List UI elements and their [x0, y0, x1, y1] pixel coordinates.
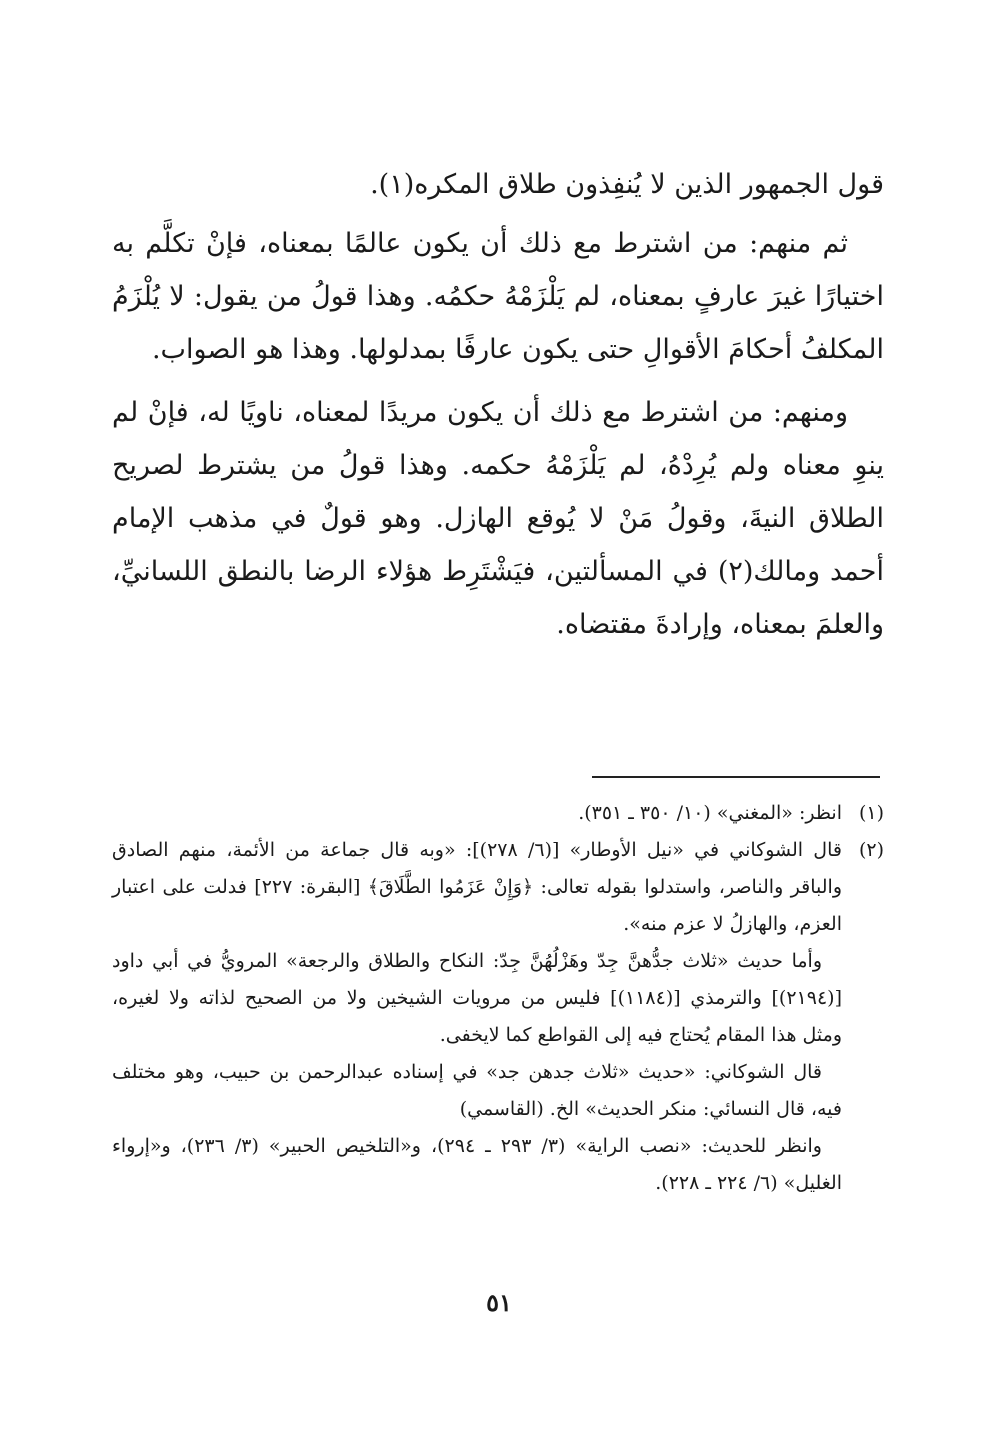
page-number: ٥١: [486, 1288, 512, 1317]
footnote-number: (٢): [858, 839, 884, 861]
main-text: [112, 158, 884, 651]
footnote-text: انظر: «المغني» (١٠/ ٣٥٠ ـ ٣٥١).: [578, 802, 842, 824]
footnote-2-continuation-3: وانظر للحديث: «نصب الراية» (٣/ ٢٩٣ ـ ٢٩٤)، و«التلخيص الحبير» (٣/ ٢٣٦)، و«إرواء الغليل» (٦/ ٢٢٤ ـ ٢٢٨).: [112, 1135, 842, 1194]
footnote-2: [112, 832, 884, 943]
footnote-2-continuation-1: وأما حديث «ثلاث جدُّهنَّ جِدّ وهَزْلُهُنَّ جِدّ: النكاح والطلاق والرجعة» المرويُّ في أبي داود [(٢١٩٤)] والترمذي [(١١٨٤)] فليس من مرويات الشيخين ولا من الصحيح لذاته ولا لغيره، ومثل هذا المقام يُحتاج فيه إلى القواطع كما لايخفى.: [112, 950, 842, 1046]
footnote-divider: [592, 776, 880, 778]
paragraph-0: قول الجمهور الذين لا يُنفِذون طلاق المكره(١).: [370, 169, 884, 200]
footnote-number: (١): [858, 802, 884, 824]
paragraph-1: ثم منهم: من اشترط مع ذلك أن يكون عالمًا بمعناه، فإنْ تكلَّم به اختيارًا غيرَ عارفٍ بمعناه، لم يَلْزَمْهُ حكمُه. وهذا قولُ من يقول: لا يُلْزَمُ المكلفُ أحكامَ الأقوالِ حتى يكون عارفًا بمدلولها. وهذا هو الصواب.: [112, 228, 884, 365]
footnotes: [112, 795, 884, 1202]
footnote-1: [112, 795, 884, 832]
footnote-2-continuation-2: قال الشوكاني: «حديث «ثلاث جدهن جد» في إسناده عبدالرحمن بن حبيب، وهو مختلف فيه، قال النسائي: منكر الحديث» الخ. (القاسمي): [112, 1061, 842, 1120]
footnote-text: قال الشوكاني في «نيل الأوطار» [(٦/ ٢٧٨)]: «وبه قال جماعة من الأئمة، منهم الصادق والباقر والناصر، واستدلوا بقوله تعالى: ﴿وَإِنْ عَزَمُوا الطَّلَاقَ﴾ [البقرة: ٢٢٧] فدلت على اعتبار العزم، والهازلُ لا عزم منه».: [112, 839, 842, 935]
paragraph-2: ومنهم: من اشترط مع ذلك أن يكون مريدًا لمعناه، ناويًا له، فإنْ لم ينوِ معناه ولم يُرِدْهُ، لم يَلْزَمْهُ حكمه. وهذا قولُ من يشترط لصريح الطلاق النيةَ، وقولُ مَنْ لا يُوقع الهازل. وهو قولٌ في مذهب الإمام أحمد ومالك(٢) في المسألتين، فيَشْتَرِط هؤلاء الرضا بالنطق اللسانيِّ، والعلمَ بمعناه، وإرادةَ مقتضاه.: [112, 397, 884, 640]
